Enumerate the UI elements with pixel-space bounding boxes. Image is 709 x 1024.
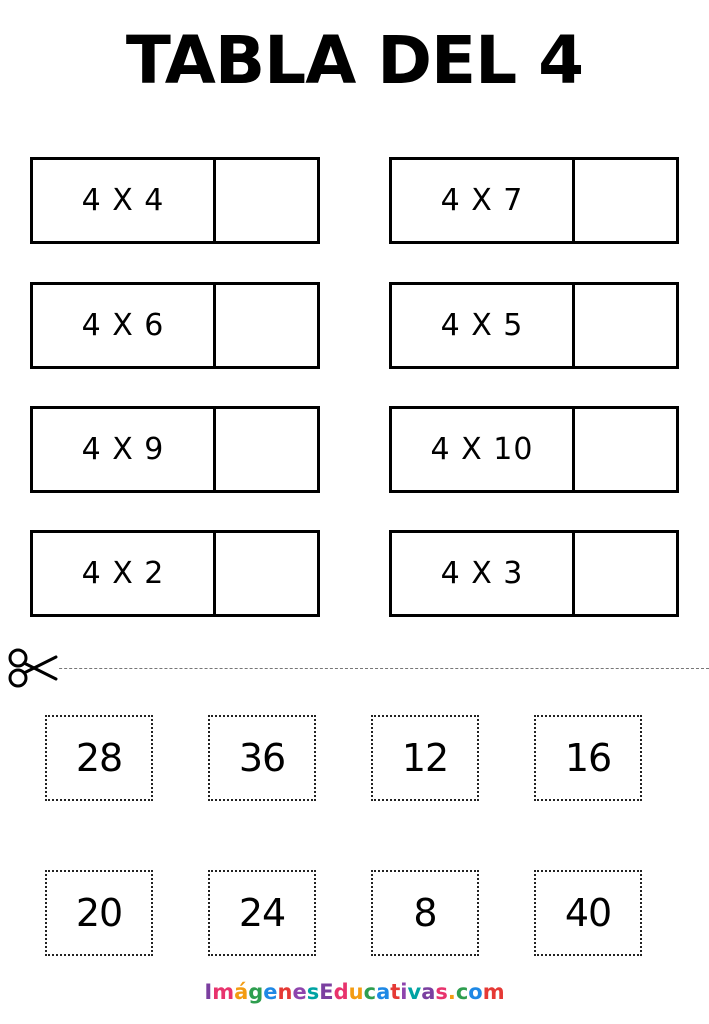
- answer-card[interactable]: 36: [208, 715, 316, 801]
- equation-box: [30, 282, 320, 369]
- answer-slot[interactable]: [575, 409, 676, 490]
- brand-letter: n: [277, 980, 293, 1004]
- equation-text: 4 X 6: [33, 285, 216, 366]
- answer-slot[interactable]: [575, 533, 676, 614]
- answer-slot[interactable]: [216, 285, 317, 366]
- brand-letter: c: [363, 980, 377, 1004]
- equation-text: 4 X 4: [33, 160, 216, 241]
- answer-slot[interactable]: [216, 160, 317, 241]
- answer-card[interactable]: 24: [208, 870, 316, 956]
- equation-text: 4 X 2: [33, 533, 216, 614]
- equation-text: 4 X 9: [33, 409, 216, 490]
- answer-slot[interactable]: [216, 409, 317, 490]
- brand-letter: m: [212, 980, 235, 1004]
- brand-letter: o: [468, 980, 483, 1004]
- equation-box: [389, 406, 679, 493]
- brand-letter: c: [455, 980, 469, 1004]
- brand-letter: d: [333, 980, 349, 1004]
- answer-card[interactable]: 40: [534, 870, 642, 956]
- brand-letter: s: [306, 980, 320, 1004]
- brand-letter: I: [204, 980, 213, 1004]
- brand-letter: g: [248, 980, 264, 1004]
- equation-text: 4 X 3: [392, 533, 575, 614]
- answer-card[interactable]: 16: [534, 715, 642, 801]
- answer-card[interactable]: 20: [45, 870, 153, 956]
- brand-letter: u: [348, 980, 364, 1004]
- answer-slot[interactable]: [216, 533, 317, 614]
- equation-box: [389, 282, 679, 369]
- answer-slot[interactable]: [575, 285, 676, 366]
- brand-letter: a: [421, 980, 436, 1004]
- brand-letter: á: [234, 980, 249, 1004]
- equation-box: [389, 530, 679, 617]
- brand-letter: i: [400, 980, 408, 1004]
- equation-text: 4 X 5: [392, 285, 575, 366]
- brand-letter: e: [263, 980, 278, 1004]
- brand-letter: m: [482, 980, 505, 1004]
- page-title: TABLA DEL 4: [125, 22, 584, 99]
- answer-slot[interactable]: [575, 160, 676, 241]
- brand-logo: [0, 980, 709, 1004]
- equation-box: [30, 530, 320, 617]
- scissors-icon: [6, 646, 58, 690]
- answer-card[interactable]: 12: [371, 715, 479, 801]
- brand-letter: E: [319, 980, 334, 1004]
- equation-box: [389, 157, 679, 244]
- answer-card[interactable]: 28: [45, 715, 153, 801]
- equation-box: [30, 157, 320, 244]
- brand-letter: t: [390, 980, 401, 1004]
- brand-letter: .: [447, 980, 456, 1004]
- brand-letter: v: [407, 980, 422, 1004]
- equation-text: 4 X 7: [392, 160, 575, 241]
- brand-letter: e: [292, 980, 307, 1004]
- cut-line: [14, 668, 709, 669]
- brand-letter: s: [435, 980, 448, 1004]
- equation-box: [30, 406, 320, 493]
- equation-text: 4 X 10: [392, 409, 575, 490]
- answer-card[interactable]: 8: [371, 870, 479, 956]
- brand-letter: a: [376, 980, 391, 1004]
